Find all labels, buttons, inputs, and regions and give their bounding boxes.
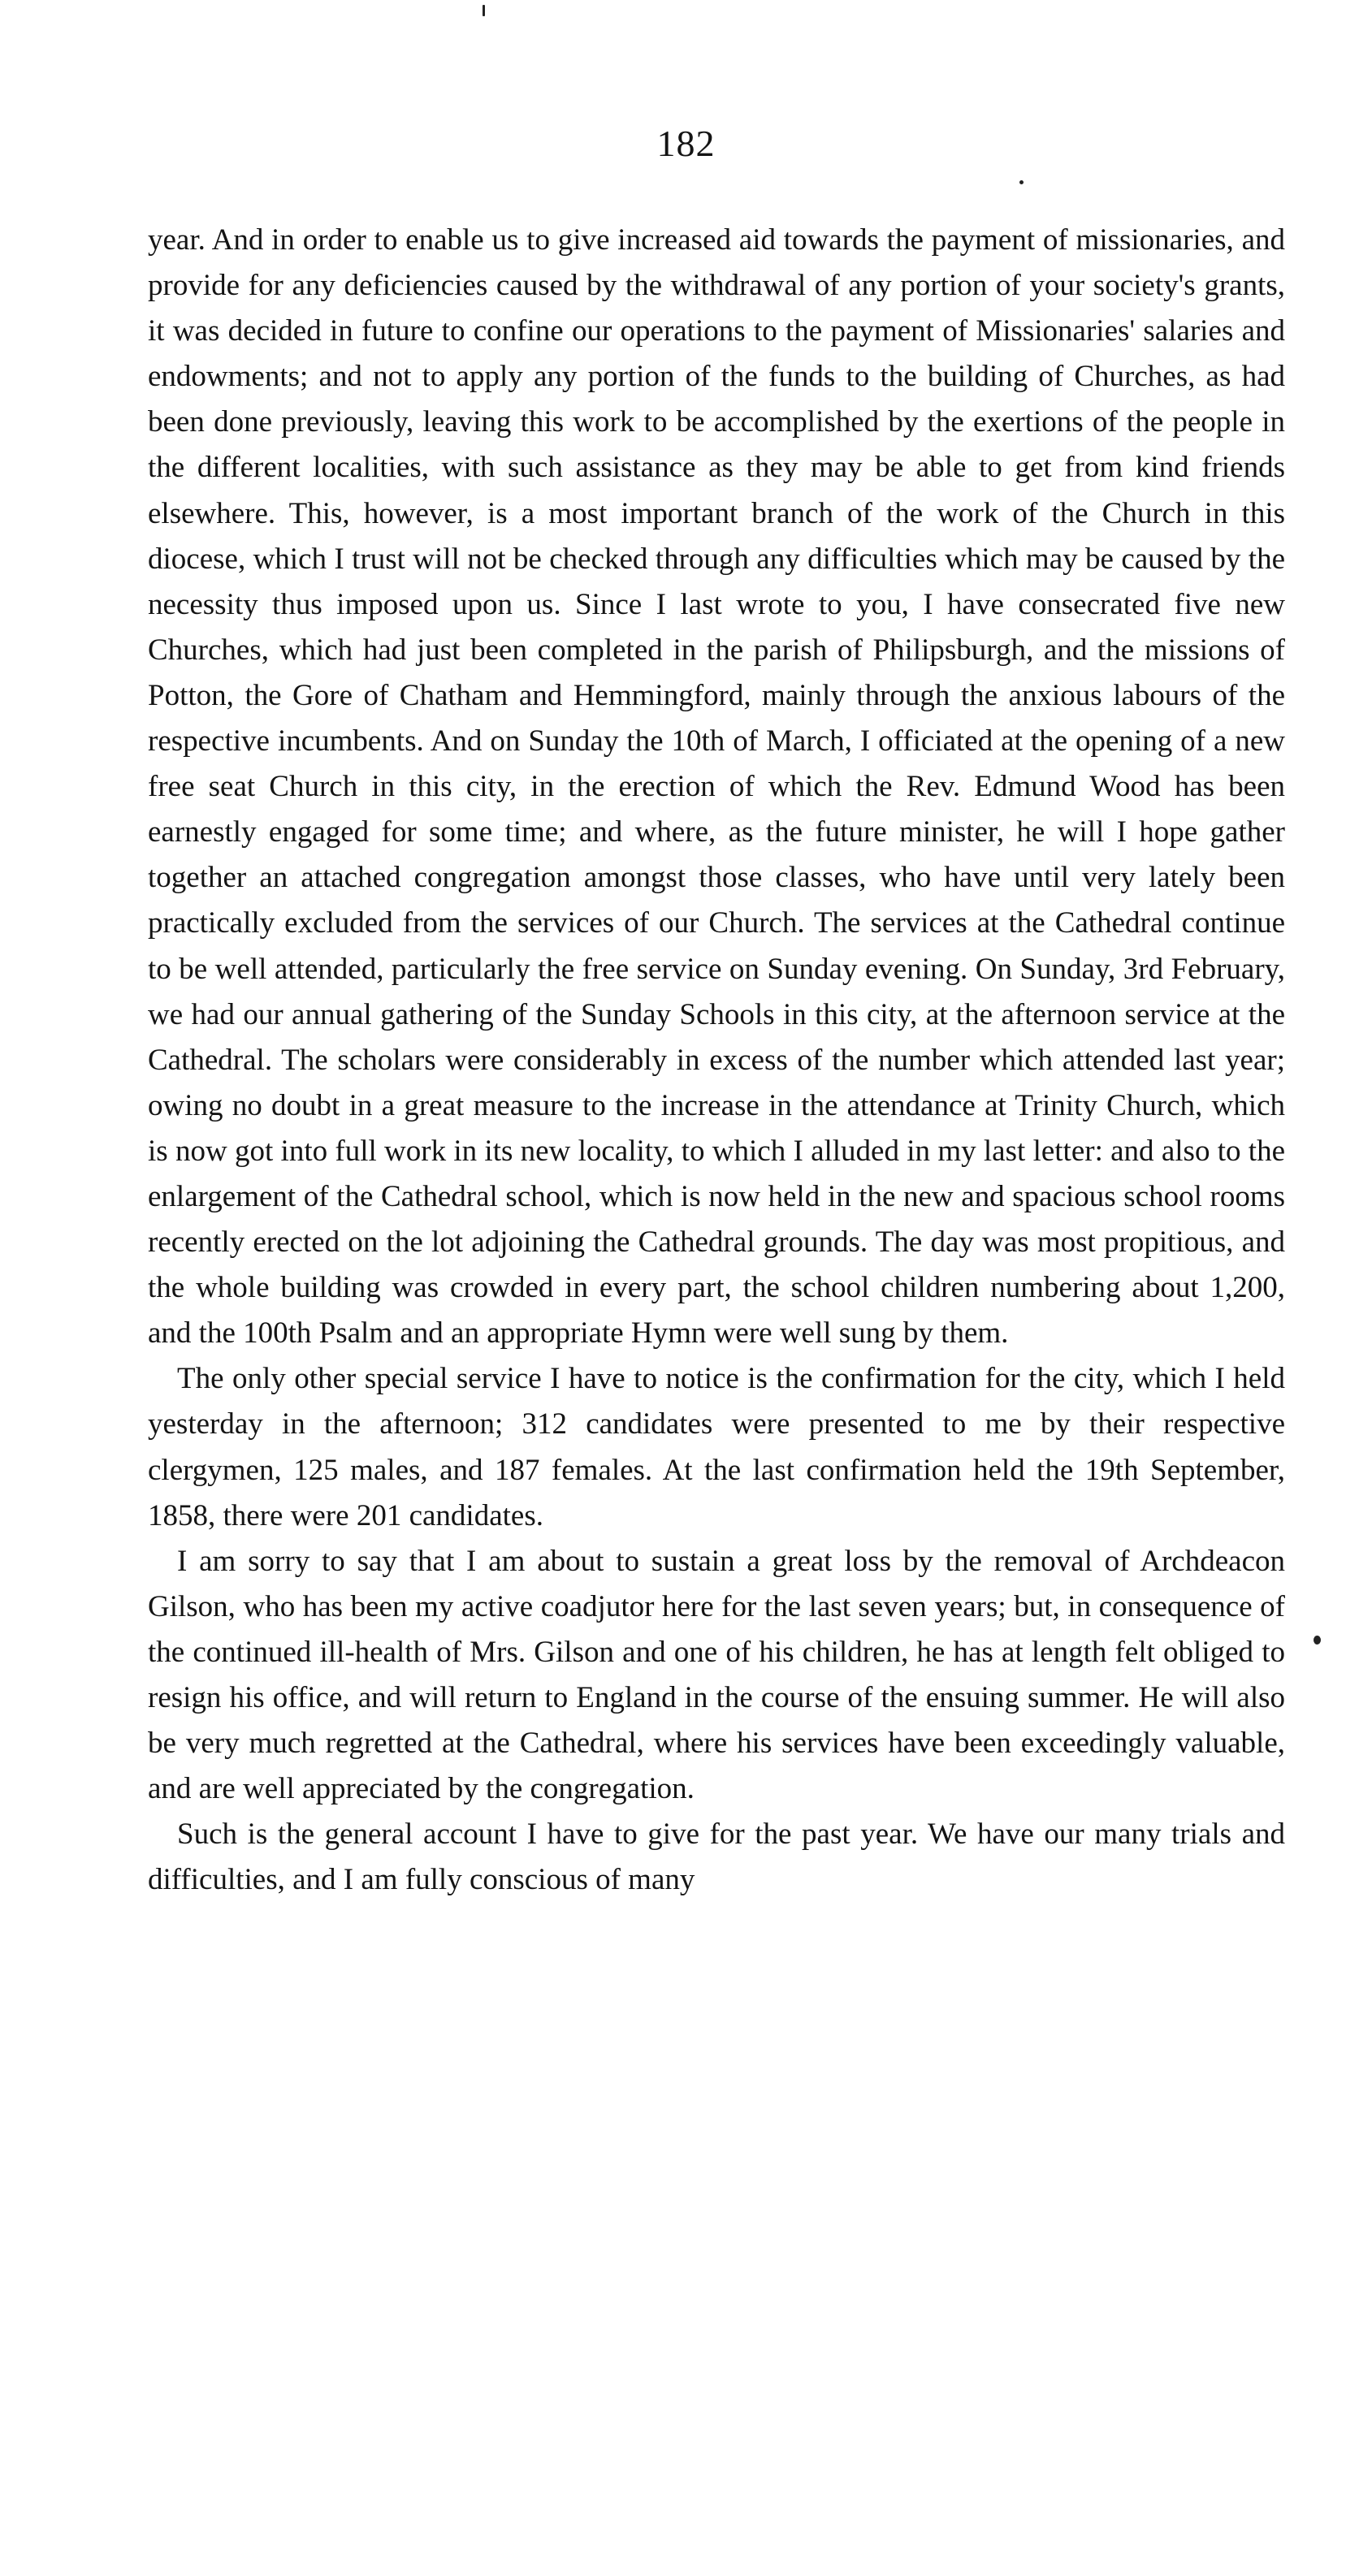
ink-speck [483,5,485,16]
paragraph-continuation: year. And in order to enable us to give increased aid towards the payment of missionaries, and provide for any deficiencies caused by the withdrawal of any portion of your society's grants, it was decided in future to confine our operations to the payment of Missionaries' salaries and endowments; and not to apply any portion of the funds to the building of Churches, as had been done previously, leaving this work to be accomplished by the exertions of the people in the different localities, with such assistance as they may be able to get from kind friends elsewhere. This, however, is a most important branch of the work of the Church in this diocese, which I trust will not be checked through any difficulties which may be caused by the necessity thus imposed upon us. Since I last wrote to you, I have consecrated five new Churches, which had just been completed in the parish of Philipsburgh, and the missions of Potton, the Gore of Chatham and Hemmingford, mainly through the anxious labours of the respective incumbents. And on Sunday the 10th of March, I officiated at the opening of a new free seat Church in this city, in the erection of which the Rev. Edmund Wood has been earnestly engaged for some time; and where, as the future minister, he will I hope gather together an attached congregation amongst those classes, who have until very lately been practically excluded from the services of our Church. The services at the Cathedral continue to be well attended, particularly the free service on Sunday evening. On Sunday, 3rd February, we had our annual gathering of the Sunday Schools in this city, at the afternoon service at the Cathedral. The scholars were considerably in excess of the number which attended last year; owing no doubt in a great measure to the increase in the attendance at Trinity Church, which is now got into full work in its new locality, to which I alluded in my last letter: and also to the enlargement of the Cathedral school, which is now held in the new and spacious school rooms recently erected on the lot adjoining the Cathedral grounds. The day was most propitious, and the whole building was crowded in every part, the school children numbering about 1,200, and the 100th Psalm and an appropriate Hymn were well sung by them. [148,223,1285,1351]
body-text [148,218,1285,1903]
paragraph-account: Such is the general account I have to give for the past year. We have our many trials and difficulties, and I am fully conscious of many [148,1817,1285,1897]
ink-speck [1019,180,1024,184]
ink-speck [1314,1636,1321,1645]
paragraph-archdeacon: I am sorry to say that I am about to sustain a great loss by the removal of Archdeacon Gilson, who has been my active coadjutor here for the last seven years; but, in consequence of the continued ill-health of Mrs. Gilson and one of his children, he has at length felt obliged to resign his office, and will return to England in the course of the ensuing summer. He will also be very much regretted at the Cathedral, where his services have been exceedingly valuable, and are well appreciated by the congregation. [148,1544,1285,1806]
paragraph-confirmation: The only other special service I have to notice is the confirmation for the city, which I held yesterday in the afternoon; 312 candidates were presented to me by their respective clergymen, 125 males, and 187 females. At the last confirmation held the 19th September, 1858, there were 201 candidates. [148,1362,1285,1532]
page-number: 182 [656,123,716,164]
